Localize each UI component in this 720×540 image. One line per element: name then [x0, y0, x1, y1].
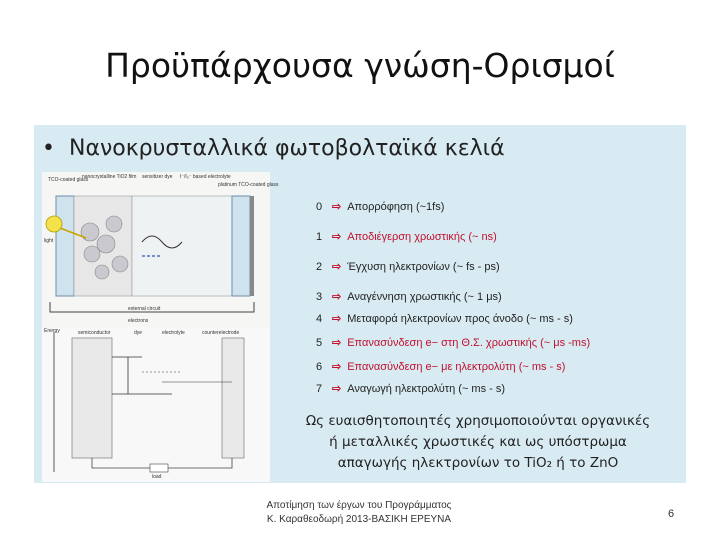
arrow-right-icon: ⇨ [332, 383, 342, 395]
step-1: 1 ⇨ Αποδιέγερση χρωστικής (~ ns) [316, 231, 497, 243]
summary-text [280, 411, 676, 474]
arrow-right-icon: ⇨ [332, 313, 342, 325]
solar-cell-diagram [42, 172, 279, 482]
step-4: 4 ⇨ Μεταφορά ηλεκτρονίων προς άνοδο (~ ms - s) [316, 313, 573, 325]
svg-text:I⁻/I₃⁻ based electrolyte: I⁻/I₃⁻ based electrolyte [180, 174, 231, 180]
slide-footer [240, 499, 478, 527]
svg-text:light: light [44, 238, 54, 244]
svg-text:sensitizer dye: sensitizer dye [142, 174, 173, 180]
svg-text:electrolyte: electrolyte [162, 330, 185, 336]
summary-line: ή μεταλλικές χρωστικές και ως υπόστρωμα [329, 434, 627, 450]
bullet-dot-icon: • [42, 136, 55, 161]
summary-line: απαγωγής ηλεκτρονίων το TiO₂ ή το ZnO [337, 455, 619, 471]
svg-text:semiconductor: semiconductor [78, 330, 111, 336]
step-5: 5 ⇨ Επανασύνδεση e− στη Θ.Σ. χρωστικής (~ μs -ms) [316, 337, 591, 349]
summary-line: Ως ευαισθητοποιητές χρησιμοποιούνται οργανικές [305, 413, 651, 429]
svg-text:TCO-coated glass: TCO-coated glass [48, 177, 89, 183]
svg-text:counterelectrode: counterelectrode [202, 330, 240, 336]
svg-text:nanocrystalline TiO2 film: nanocrystalline TiO2 film [82, 174, 137, 180]
step-3: 3 ⇨ Αναγέννηση χρωστικής (~ 1 μs) [316, 291, 502, 303]
step-0: 0 ⇨ Απορρόφηση (~1fs) [316, 201, 445, 213]
arrow-right-icon: ⇨ [332, 361, 342, 373]
svg-text:load: load [152, 474, 162, 480]
svg-text:dye: dye [134, 330, 143, 336]
step-7: 7 ⇨ Αναγωγή ηλεκτρολύτη (~ ms - s) [316, 383, 506, 395]
slide-title: Προϋπάρχουσα γνώση-Ορισμοί [105, 46, 615, 85]
arrow-right-icon: ⇨ [332, 201, 342, 213]
footer-line: Κ. Καραθεοδωρή 2013-ΒΑΣΙΚΗ ΕΡΕΥΝΑ [266, 514, 452, 525]
step-2: 2 ⇨ Έγχυση ηλεκτρονίων (~ fs - ps) [316, 261, 500, 273]
arrow-right-icon: ⇨ [332, 231, 342, 243]
footer-line: Αποτίμηση των έργων του Προγράμματος [266, 500, 452, 511]
svg-text:Energy: Energy [44, 328, 60, 334]
step-6: 6 ⇨ Επανασύνδεση e− με ηλεκτρολύτη (~ ms - s) [316, 361, 566, 373]
arrow-right-icon: ⇨ [332, 291, 342, 303]
bullet-text: Νανοκρυσταλλικά φωτοβολταϊκά κελιά [68, 136, 505, 161]
arrow-right-icon: ⇨ [332, 337, 342, 349]
svg-text:platinum TCO-coated glass: platinum TCO-coated glass [218, 182, 279, 188]
svg-text:electrons: electrons [128, 318, 149, 324]
svg-text:external circuit: external circuit [128, 306, 161, 312]
page-number: 6 [668, 508, 675, 520]
bullet-item [42, 136, 505, 161]
arrow-right-icon: ⇨ [332, 261, 342, 273]
